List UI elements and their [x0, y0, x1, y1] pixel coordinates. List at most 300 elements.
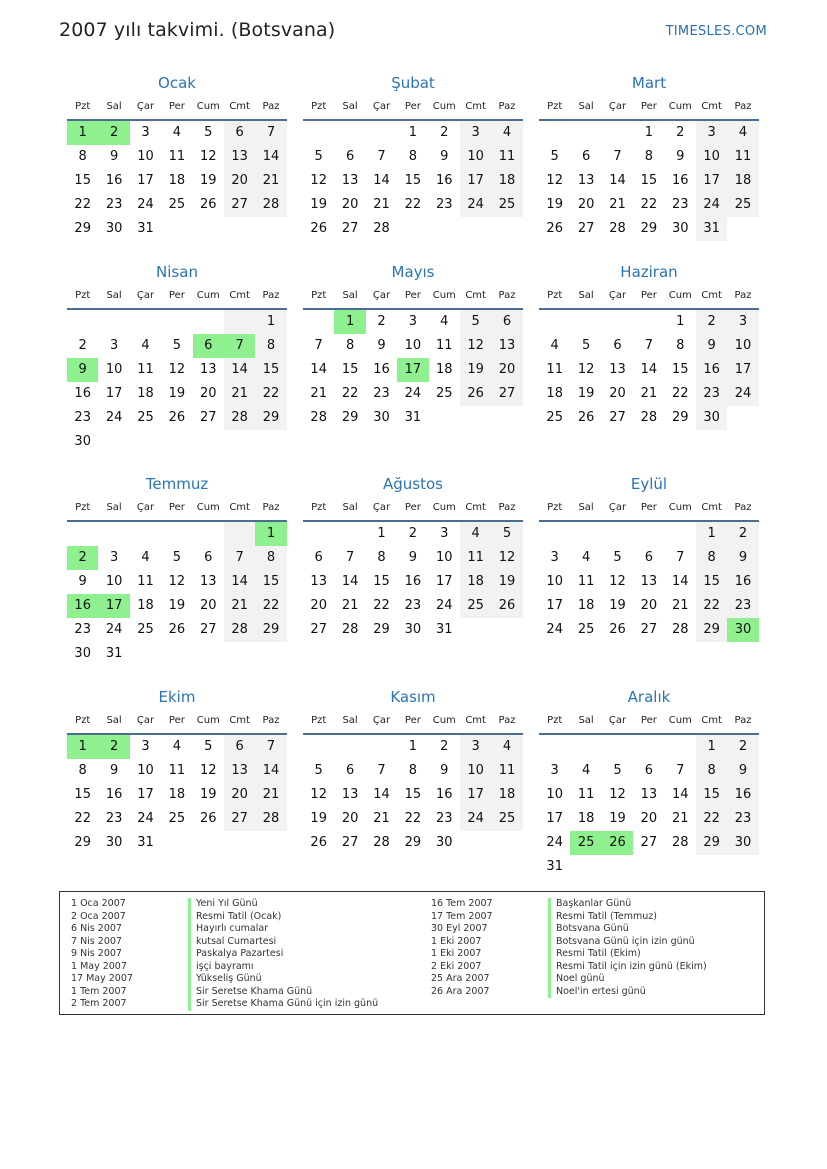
day-cell[interactable]: 31 — [105, 646, 123, 661]
day-cell[interactable]: 16 — [435, 173, 453, 188]
day-cell[interactable]: 1 — [644, 125, 653, 140]
day-cell[interactable]: 12 — [609, 574, 626, 589]
day-cell[interactable]: 19 — [546, 197, 563, 212]
day-cell[interactable]: 13 — [609, 362, 626, 377]
day-cell[interactable]: 2 — [78, 338, 87, 353]
day-cell[interactable]: 25 — [435, 386, 453, 401]
day-cell[interactable]: 10 — [435, 550, 453, 565]
day-cell[interactable]: 15 — [74, 173, 91, 188]
day-cell[interactable]: 20 — [640, 811, 658, 826]
day-cell[interactable]: 8 — [408, 763, 417, 778]
day-cell[interactable]: 19 — [609, 598, 626, 613]
day-cell[interactable]: 1 — [67, 735, 98, 759]
day-cell[interactable]: 27 — [224, 193, 255, 217]
day-cell[interactable]: 4 — [491, 121, 522, 145]
day-cell[interactable]: 6 — [345, 149, 355, 164]
day-cell[interactable]: 19 — [310, 811, 327, 826]
day-cell[interactable]: 18 — [491, 783, 522, 807]
day-cell[interactable]: 22 — [255, 594, 286, 618]
day-cell[interactable]: 23 — [435, 197, 453, 212]
day-cell[interactable]: 16 — [671, 173, 689, 188]
day-cell[interactable]: 8 — [255, 334, 286, 358]
day-cell[interactable]: 29 — [640, 221, 658, 236]
day-cell[interactable]: 25 — [137, 622, 154, 637]
day-cell[interactable]: 20 — [310, 598, 327, 613]
day-cell[interactable]: 12 — [310, 173, 327, 188]
day-cell[interactable]: 24 — [546, 835, 563, 850]
day-cell[interactable]: 10 — [546, 787, 563, 802]
day-cell[interactable]: 25 — [460, 594, 491, 618]
day-cell[interactable]: 16 — [105, 787, 123, 802]
day-cell[interactable]: 11 — [546, 362, 563, 377]
day-cell[interactable]: 19 — [310, 197, 327, 212]
day-cell[interactable]: 25 — [491, 807, 522, 831]
day-cell[interactable]: 27 — [577, 221, 595, 236]
day-cell[interactable]: 25 — [546, 410, 563, 425]
day-cell[interactable]: 17 — [546, 598, 563, 613]
day-cell[interactable]: 28 — [373, 835, 390, 850]
day-cell[interactable]: 4 — [141, 338, 150, 353]
day-cell[interactable]: 23 — [727, 594, 758, 618]
day-cell[interactable]: 22 — [671, 386, 689, 401]
day-cell[interactable]: 3 — [141, 739, 150, 754]
day-cell[interactable]: 13 — [640, 574, 658, 589]
day-cell[interactable]: 4 — [440, 314, 449, 329]
day-cell[interactable]: 19 — [491, 570, 522, 594]
day-cell[interactable]: 8 — [408, 149, 417, 164]
day-cell[interactable]: 5 — [172, 338, 181, 353]
day-cell[interactable]: 22 — [373, 598, 390, 613]
day-cell[interactable]: 4 — [581, 763, 591, 778]
day-cell[interactable]: 3 — [109, 550, 119, 565]
day-cell[interactable]: 28 — [310, 410, 327, 425]
day-cell[interactable]: 22 — [74, 197, 91, 212]
day-cell[interactable]: 24 — [105, 410, 123, 425]
day-cell[interactable]: 21 — [671, 811, 689, 826]
day-cell[interactable]: 18 — [137, 386, 154, 401]
day-cell[interactable]: 12 — [491, 546, 522, 570]
day-cell[interactable]: 8 — [676, 338, 685, 353]
day-cell[interactable]: 24 — [137, 811, 154, 826]
day-cell[interactable]: 2 — [408, 526, 417, 541]
day-cell[interactable]: 11 — [435, 338, 453, 353]
day-cell[interactable]: 9 — [109, 763, 119, 778]
day-cell[interactable]: 20 — [199, 386, 217, 401]
day-cell[interactable]: 20 — [341, 811, 359, 826]
day-cell[interactable]: 23 — [404, 598, 422, 613]
day-cell[interactable]: 21 — [671, 598, 689, 613]
day-cell[interactable]: 9 — [440, 149, 449, 164]
day-cell[interactable]: 4 — [727, 121, 758, 145]
day-cell[interactable]: 3 — [460, 121, 491, 145]
day-cell[interactable]: 12 — [546, 173, 563, 188]
day-cell[interactable]: 14 — [671, 787, 689, 802]
day-cell[interactable]: 26 — [577, 410, 595, 425]
day-cell[interactable]: 13 — [640, 787, 658, 802]
day-cell[interactable]: 3 — [141, 125, 150, 140]
day-cell[interactable]: 13 — [577, 173, 595, 188]
day-cell[interactable]: 25 — [491, 193, 522, 217]
day-cell[interactable]: 5 — [314, 763, 323, 778]
day-cell[interactable]: 8 — [78, 763, 87, 778]
day-cell[interactable]: 12 — [199, 149, 217, 164]
day-cell[interactable]: 30 — [727, 831, 758, 855]
day-cell[interactable]: 10 — [696, 145, 727, 169]
day-cell[interactable]: 20 — [224, 783, 255, 807]
day-cell[interactable]: 26 — [199, 197, 217, 212]
day-cell[interactable]: 19 — [460, 358, 491, 382]
day-cell[interactable]: 18 — [168, 787, 186, 802]
day-cell[interactable]: 11 — [460, 546, 491, 570]
day-cell[interactable]: 19 — [168, 598, 186, 613]
day-cell[interactable]: 17 — [137, 787, 154, 802]
day-cell[interactable]: 28 — [224, 406, 255, 430]
day-cell[interactable]: 10 — [727, 334, 758, 358]
day-cell[interactable]: 28 — [224, 618, 255, 642]
day-cell[interactable]: 12 — [577, 362, 595, 377]
day-cell[interactable]: 16 — [727, 783, 758, 807]
day-cell[interactable]: 1 — [377, 526, 386, 541]
day-cell[interactable]: 14 — [255, 759, 286, 783]
day-cell[interactable]: 4 — [550, 338, 559, 353]
day-cell[interactable]: 5 — [581, 338, 591, 353]
day-cell[interactable]: 20 — [224, 169, 255, 193]
day-cell[interactable]: 12 — [460, 334, 491, 358]
day-cell[interactable]: 21 — [310, 386, 327, 401]
day-cell[interactable]: 6 — [345, 763, 355, 778]
day-cell[interactable]: 10 — [137, 149, 154, 164]
day-cell[interactable]: 5 — [172, 550, 181, 565]
day-cell[interactable]: 30 — [727, 618, 758, 642]
day-cell[interactable]: 10 — [460, 145, 491, 169]
day-cell[interactable]: 27 — [310, 622, 327, 637]
day-cell[interactable]: 27 — [491, 382, 522, 406]
day-cell[interactable]: 25 — [168, 197, 186, 212]
day-cell[interactable]: 5 — [204, 739, 213, 754]
day-cell[interactable]: 9 — [78, 574, 87, 589]
day-cell[interactable]: 27 — [199, 622, 217, 637]
day-cell[interactable]: 5 — [460, 310, 491, 334]
day-cell[interactable]: 14 — [255, 145, 286, 169]
day-cell[interactable]: 9 — [440, 763, 449, 778]
day-cell[interactable]: 5 — [491, 522, 522, 546]
day-cell[interactable]: 2 — [67, 546, 98, 570]
day-cell[interactable]: 31 — [137, 221, 154, 236]
day-cell[interactable]: 17 — [137, 173, 154, 188]
day-cell[interactable]: 28 — [671, 835, 689, 850]
day-cell[interactable]: 30 — [373, 410, 390, 425]
day-cell[interactable]: 22 — [696, 594, 727, 618]
day-cell[interactable]: 3 — [109, 338, 119, 353]
day-cell[interactable]: 15 — [341, 362, 359, 377]
day-cell[interactable]: 18 — [577, 811, 595, 826]
day-cell[interactable]: 17 — [696, 169, 727, 193]
day-cell[interactable]: 24 — [404, 386, 422, 401]
day-cell[interactable]: 10 — [404, 338, 422, 353]
day-cell[interactable]: 29 — [671, 410, 689, 425]
day-cell[interactable]: 7 — [613, 149, 622, 164]
day-cell[interactable]: 22 — [640, 197, 658, 212]
day-cell[interactable]: 24 — [696, 193, 727, 217]
day-cell[interactable]: 31 — [435, 622, 453, 637]
day-cell[interactable]: 27 — [341, 835, 359, 850]
day-cell[interactable]: 3 — [550, 550, 559, 565]
day-cell[interactable]: 18 — [727, 169, 758, 193]
day-cell[interactable]: 13 — [341, 787, 359, 802]
day-cell[interactable]: 26 — [310, 835, 327, 850]
day-cell[interactable]: 11 — [137, 574, 154, 589]
day-cell[interactable]: 28 — [671, 622, 689, 637]
day-cell[interactable]: 21 — [640, 386, 658, 401]
day-cell[interactable]: 20 — [199, 598, 217, 613]
day-cell[interactable]: 1 — [334, 310, 365, 334]
day-cell[interactable]: 29 — [404, 835, 422, 850]
day-cell[interactable]: 1 — [408, 739, 417, 754]
day-cell[interactable]: 29 — [696, 618, 727, 642]
day-cell[interactable]: 14 — [224, 358, 255, 382]
day-cell[interactable]: 30 — [435, 835, 453, 850]
day-cell[interactable]: 31 — [696, 217, 727, 241]
day-cell[interactable]: 11 — [491, 145, 522, 169]
day-cell[interactable]: 3 — [440, 526, 449, 541]
day-cell[interactable]: 11 — [137, 362, 154, 377]
day-cell[interactable]: 16 — [696, 358, 727, 382]
day-cell[interactable]: 1 — [676, 314, 685, 329]
day-cell[interactable]: 11 — [491, 759, 522, 783]
day-cell[interactable]: 2 — [696, 310, 727, 334]
day-cell[interactable]: 2 — [727, 735, 758, 759]
day-cell[interactable]: 31 — [137, 835, 154, 850]
day-cell[interactable]: 15 — [640, 173, 658, 188]
day-cell[interactable]: 7 — [377, 763, 386, 778]
day-cell[interactable]: 20 — [577, 197, 595, 212]
day-cell[interactable]: 4 — [172, 739, 181, 754]
day-cell[interactable]: 17 — [397, 358, 428, 382]
day-cell[interactable]: 22 — [255, 382, 286, 406]
day-cell[interactable]: 16 — [373, 362, 390, 377]
day-cell[interactable]: 8 — [78, 149, 87, 164]
day-cell[interactable]: 26 — [310, 221, 327, 236]
day-cell[interactable]: 4 — [460, 522, 491, 546]
day-cell[interactable]: 30 — [74, 434, 91, 449]
day-cell[interactable]: 18 — [491, 169, 522, 193]
day-cell[interactable]: 1 — [408, 125, 417, 140]
day-cell[interactable]: 1 — [255, 310, 286, 334]
day-cell[interactable]: 26 — [199, 811, 217, 826]
day-cell[interactable]: 18 — [546, 386, 563, 401]
day-cell[interactable]: 10 — [105, 574, 123, 589]
day-cell[interactable]: 10 — [546, 574, 563, 589]
day-cell[interactable]: 8 — [696, 759, 727, 783]
day-cell[interactable]: 18 — [460, 570, 491, 594]
day-cell[interactable]: 21 — [609, 197, 626, 212]
day-cell[interactable]: 16 — [67, 594, 98, 618]
day-cell[interactable]: 19 — [577, 386, 595, 401]
day-cell[interactable]: 12 — [168, 362, 186, 377]
day-cell[interactable]: 1 — [696, 522, 727, 546]
day-cell[interactable]: 23 — [74, 410, 91, 425]
day-cell[interactable]: 22 — [696, 807, 727, 831]
day-cell[interactable]: 7 — [345, 550, 355, 565]
day-cell[interactable]: 2 — [98, 735, 129, 759]
day-cell[interactable]: 20 — [640, 598, 658, 613]
day-cell[interactable]: 11 — [577, 574, 595, 589]
day-cell[interactable]: 14 — [671, 574, 689, 589]
day-cell[interactable]: 3 — [460, 735, 491, 759]
day-cell[interactable]: 24 — [105, 622, 123, 637]
day-cell[interactable]: 7 — [224, 334, 255, 358]
day-cell[interactable]: 31 — [546, 859, 563, 874]
day-cell[interactable]: 30 — [696, 406, 727, 430]
day-cell[interactable]: 21 — [373, 197, 390, 212]
day-cell[interactable]: 23 — [373, 386, 390, 401]
day-cell[interactable]: 2 — [727, 522, 758, 546]
day-cell[interactable]: 26 — [602, 831, 633, 855]
day-cell[interactable]: 9 — [377, 338, 386, 353]
day-cell[interactable]: 26 — [168, 410, 186, 425]
day-cell[interactable]: 3 — [550, 763, 559, 778]
day-cell[interactable]: 14 — [640, 362, 658, 377]
day-cell[interactable]: 15 — [255, 358, 286, 382]
day-cell[interactable]: 17 — [435, 574, 453, 589]
day-cell[interactable]: 7 — [255, 735, 286, 759]
day-cell[interactable]: 2 — [377, 314, 386, 329]
day-cell[interactable]: 15 — [404, 173, 422, 188]
day-cell[interactable]: 7 — [224, 546, 255, 570]
day-cell[interactable]: 21 — [224, 594, 255, 618]
day-cell[interactable]: 17 — [546, 811, 563, 826]
day-cell[interactable]: 25 — [137, 410, 154, 425]
day-cell[interactable]: 15 — [671, 362, 689, 377]
day-cell[interactable]: 8 — [377, 550, 386, 565]
day-cell[interactable]: 24 — [460, 193, 491, 217]
day-cell[interactable]: 14 — [341, 574, 359, 589]
day-cell[interactable]: 31 — [404, 410, 422, 425]
day-cell[interactable]: 30 — [74, 646, 91, 661]
day-cell[interactable]: 21 — [255, 783, 286, 807]
day-cell[interactable]: 19 — [609, 811, 626, 826]
day-cell[interactable]: 2 — [440, 739, 449, 754]
day-cell[interactable]: 18 — [168, 173, 186, 188]
day-cell[interactable]: 17 — [98, 594, 129, 618]
day-cell[interactable]: 23 — [727, 807, 758, 831]
day-cell[interactable]: 6 — [204, 550, 213, 565]
day-cell[interactable]: 6 — [314, 550, 323, 565]
day-cell[interactable]: 13 — [224, 759, 255, 783]
day-cell[interactable]: 30 — [105, 835, 123, 850]
day-cell[interactable]: 1 — [255, 522, 286, 546]
day-cell[interactable]: 23 — [105, 197, 123, 212]
day-cell[interactable]: 27 — [199, 410, 217, 425]
day-cell[interactable]: 8 — [644, 149, 653, 164]
day-cell[interactable]: 29 — [373, 622, 390, 637]
day-cell[interactable]: 7 — [255, 121, 286, 145]
day-cell[interactable]: 4 — [141, 550, 150, 565]
day-cell[interactable]: 20 — [491, 358, 522, 382]
day-cell[interactable]: 22 — [404, 811, 422, 826]
day-cell[interactable]: 5 — [550, 149, 559, 164]
day-cell[interactable]: 17 — [727, 358, 758, 382]
day-cell[interactable]: 5 — [613, 763, 622, 778]
day-cell[interactable]: 28 — [255, 807, 286, 831]
day-cell[interactable]: 6 — [644, 550, 653, 565]
day-cell[interactable]: 24 — [460, 807, 491, 831]
day-cell[interactable]: 28 — [341, 622, 359, 637]
day-cell[interactable]: 5 — [314, 149, 323, 164]
day-cell[interactable]: 12 — [168, 574, 186, 589]
day-cell[interactable]: 15 — [74, 787, 91, 802]
day-cell[interactable]: 6 — [613, 338, 622, 353]
day-cell[interactable]: 24 — [137, 197, 154, 212]
day-cell[interactable]: 2 — [98, 121, 129, 145]
day-cell[interactable]: 6 — [581, 149, 591, 164]
day-cell[interactable]: 9 — [696, 334, 727, 358]
day-cell[interactable]: 9 — [109, 149, 119, 164]
day-cell[interactable]: 3 — [696, 121, 727, 145]
day-cell[interactable]: 22 — [404, 197, 422, 212]
day-cell[interactable]: 6 — [224, 735, 255, 759]
brand-link[interactable]: TIMESLES.COM — [665, 24, 767, 39]
day-cell[interactable]: 23 — [74, 622, 91, 637]
day-cell[interactable]: 27 — [224, 807, 255, 831]
day-cell[interactable]: 27 — [640, 835, 658, 850]
day-cell[interactable]: 13 — [341, 173, 359, 188]
day-cell[interactable]: 24 — [435, 598, 453, 613]
day-cell[interactable]: 7 — [676, 550, 685, 565]
day-cell[interactable]: 19 — [199, 787, 217, 802]
day-cell[interactable]: 2 — [676, 125, 685, 140]
day-cell[interactable]: 23 — [671, 197, 689, 212]
day-cell[interactable]: 16 — [727, 570, 758, 594]
day-cell[interactable]: 13 — [199, 574, 217, 589]
day-cell[interactable]: 28 — [255, 193, 286, 217]
day-cell[interactable]: 23 — [435, 811, 453, 826]
day-cell[interactable]: 30 — [404, 622, 422, 637]
day-cell[interactable]: 13 — [199, 362, 217, 377]
day-cell[interactable]: 9 — [408, 550, 417, 565]
day-cell[interactable]: 4 — [172, 125, 181, 140]
day-cell[interactable]: 6 — [644, 763, 653, 778]
day-cell[interactable]: 19 — [199, 173, 217, 188]
day-cell[interactable]: 3 — [727, 310, 758, 334]
day-cell[interactable]: 14 — [609, 173, 626, 188]
day-cell[interactable]: 22 — [341, 386, 359, 401]
day-cell[interactable]: 13 — [310, 574, 327, 589]
day-cell[interactable]: 18 — [577, 598, 595, 613]
day-cell[interactable]: 21 — [255, 169, 286, 193]
day-cell[interactable]: 29 — [74, 221, 91, 236]
day-cell[interactable]: 17 — [460, 783, 491, 807]
day-cell[interactable]: 14 — [224, 570, 255, 594]
day-cell[interactable]: 5 — [204, 125, 213, 140]
day-cell[interactable]: 11 — [727, 145, 758, 169]
day-cell[interactable]: 6 — [193, 334, 224, 358]
day-cell[interactable]: 27 — [609, 410, 626, 425]
day-cell[interactable]: 16 — [74, 386, 91, 401]
day-cell[interactable]: 26 — [546, 221, 563, 236]
day-cell[interactable]: 1 — [696, 735, 727, 759]
day-cell[interactable]: 25 — [727, 193, 758, 217]
day-cell[interactable]: 15 — [373, 574, 390, 589]
day-cell[interactable]: 5 — [613, 550, 622, 565]
day-cell[interactable]: 10 — [460, 759, 491, 783]
day-cell[interactable]: 9 — [727, 759, 758, 783]
day-cell[interactable]: 12 — [310, 787, 327, 802]
day-cell[interactable]: 27 — [341, 221, 359, 236]
day-cell[interactable]: 26 — [609, 622, 626, 637]
day-cell[interactable]: 27 — [640, 622, 658, 637]
day-cell[interactable]: 26 — [491, 594, 522, 618]
